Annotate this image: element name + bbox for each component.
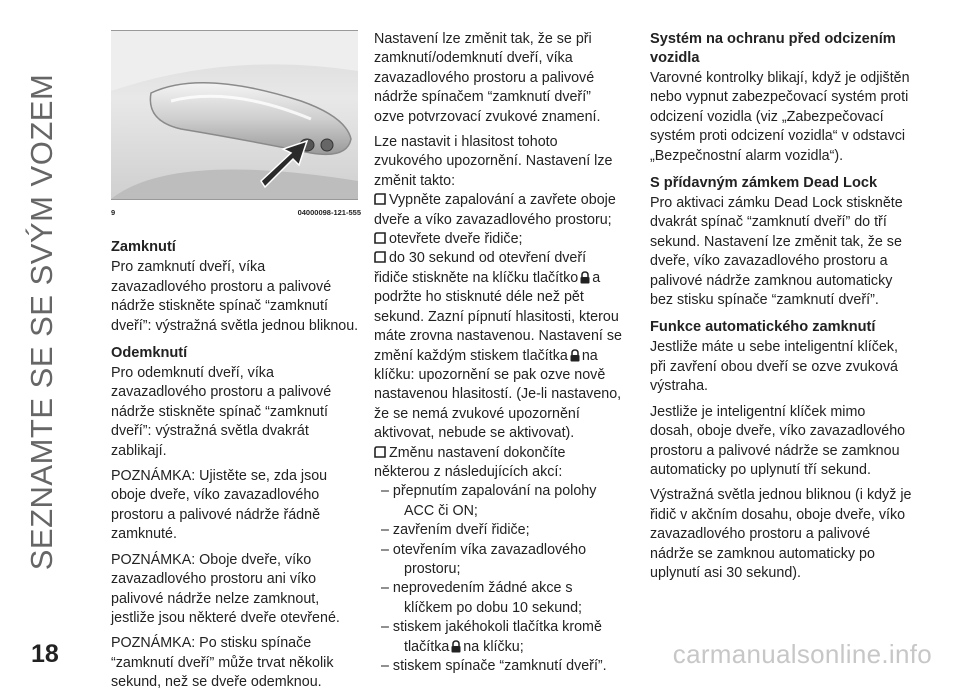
column-middle <box>374 30 624 676</box>
step-2-text: otevřete dveře řidiče; <box>389 231 523 248</box>
paragraph-lock: Pro zamknutí dveří, víka zavazadlového prostoru a palivové nádrže stiskněte spínač “zamknutí dveří”: výstražná světla jednou bliknou. <box>111 259 359 334</box>
door-handle-figure <box>111 30 358 200</box>
key-bullet-icon <box>374 251 386 263</box>
heading-auto-lock: Funkce automatického zamknutí <box>650 319 876 336</box>
paragraph-auto-lock-2: Jestliže je inteligentní klíček mimo dosah, oboje dveře, víko zavazadlového prostoru a palivové nádrže se zamknou automaticky po uplynutí tří sekund. <box>650 403 906 478</box>
list-item: – přepnutím zapalování na polohy ACC či ON; <box>381 483 597 519</box>
step-3-text-a: do 30 sekund od otevření dveří řidiče stiskněte na klíčku tlačítko <box>374 250 587 286</box>
heading-unlock: Odemknutí <box>111 345 188 362</box>
paragraph-dead-lock: Pro aktivaci zámku Dead Lock stiskněte dvakrát spínač “zamknutí dveří” do tří sekund. Nastavení lze změnit tak, že se dveře, víko zavazadlového prostoru a palivové nádrže zamknou automaticky bez stisku spínače “zamknutí dveří”. <box>650 195 903 309</box>
key-bullet-icon <box>374 232 386 244</box>
paragraph-anti-theft: Varovné kontrolky blikají, když je odjištěn nebo vypnut zabezpečovací systém proti odcizení vozidla (viz „Zabezpečovací systém proti odcizení vozidla“ v odstavci „Bezpečnostní alarm vozidla“). <box>650 70 910 164</box>
step-4-text: Změnu nastavení dokončíte některou z následujících akcí: <box>374 444 566 480</box>
note-locked: POZNÁMKA: Ujistěte se, zda jsou oboje dveře, víko zavazadlového prostoru a palivové nádrže řádně zamknuté. <box>111 468 328 543</box>
column-right <box>650 30 912 589</box>
lock-icon <box>570 349 580 362</box>
step-1 <box>374 191 624 230</box>
paragraph-unlock: Pro odemknutí dveří, víka zavazadlového prostoru a palivové nádrže stiskněte spínač “zamknutí dveří”: výstražná světla dvakrát zablikají. <box>111 365 332 459</box>
watermark: carmanualsonline.info <box>672 639 932 669</box>
key-bullet-icon <box>374 193 386 205</box>
list-item: – neprovedením žádné akce s klíčkem po dobu 10 sekund; <box>381 580 583 616</box>
step-1-text: Vypněte zapalování a zavřete oboje dveře a víko zavazadlového prostoru; <box>374 192 616 228</box>
list-item: – stiskem spínače “zamknutí dveří”. <box>381 658 607 674</box>
step-3-text-b: a podržte ho stisknuté déle než pět sekund. Zazní pípnutí hlasitosti, kterou máte zrovna nastavenou. Nastavení se změní každým stiskem tlačítka <box>374 269 622 364</box>
heading-lock: Zamknutí <box>111 239 176 256</box>
note-delay: POZNÁMKA: Po stisku spínače “zamknutí dveří” může trvat několik sekund, než se dveře odemknou. <box>111 635 334 691</box>
figure-caption <box>111 203 361 222</box>
step-2 <box>374 230 624 249</box>
list-item: – zavřením dveří řidiče; <box>381 522 530 539</box>
lock-icon <box>580 271 590 284</box>
figure-number: 9 <box>111 208 116 217</box>
figure-code: 04000098-121-555 <box>297 208 361 217</box>
list-item: – otevřením víka zavazadlového prostoru; <box>381 541 587 577</box>
chapter-sidebar-title: SEZNAMTE SE SE SVÝM VOZEM <box>24 73 59 571</box>
door-handle-illustration <box>111 31 358 199</box>
step-3-text-c: na klíčku: upozornění se pak ozve nově nastavenou hlasitostí. (Je-li nastaveno, že se nemá zvukové upozornění aktivovat, nebude se aktivovat). <box>374 347 622 442</box>
list-item <box>374 618 624 657</box>
column-left <box>111 30 361 699</box>
list-item-text-a: – stiskem jakéhokoli tlačítka kromě tlačítka <box>381 619 602 655</box>
paragraph-volume: Lze nastavit i hlasitost tohoto zvukového upozornění. Nastavení lze změnit takto: <box>374 134 613 189</box>
finish-actions-list <box>374 482 624 676</box>
paragraph-setting: Nastavení lze změnit tak, že se při zamknutí/odemknutí dveří, víka zavazadlového prostoru a palivové nádrže spínačem “zamknutí dveří” ozve potvrzovací zvukové znamení. <box>374 31 601 125</box>
page-number: 18 <box>31 640 59 668</box>
step-4 <box>374 444 624 483</box>
paragraph-auto-lock-3: Výstražná světla jednou bliknou (i když je řidič v akčním dosahu, oboje dveře, víko zavazadlového prostoru a palivové nádrže se zamknou automaticky po uplynutí asi 30 sekund). <box>650 487 912 581</box>
note-open-door: POZNÁMKA: Oboje dveře, víko zavazadlového prostoru ani víko palivové nádrže nelze zamknout, jestliže jsou některé dveře otevřené. <box>111 551 340 626</box>
step-3 <box>374 249 624 443</box>
key-bullet-icon <box>374 446 386 458</box>
lock-icon <box>451 640 461 653</box>
paragraph-auto-lock-1: Jestliže máte u sebe inteligentní klíček, při zavření obou dveří se ozve zvuková výstraha. <box>650 339 898 395</box>
heading-anti-theft: Systém na ochranu před odcizením vozidla <box>650 31 896 66</box>
list-item-text-b: na klíčku; <box>463 638 524 655</box>
heading-dead-lock: S přídavným zámkem Dead Lock <box>650 175 878 192</box>
